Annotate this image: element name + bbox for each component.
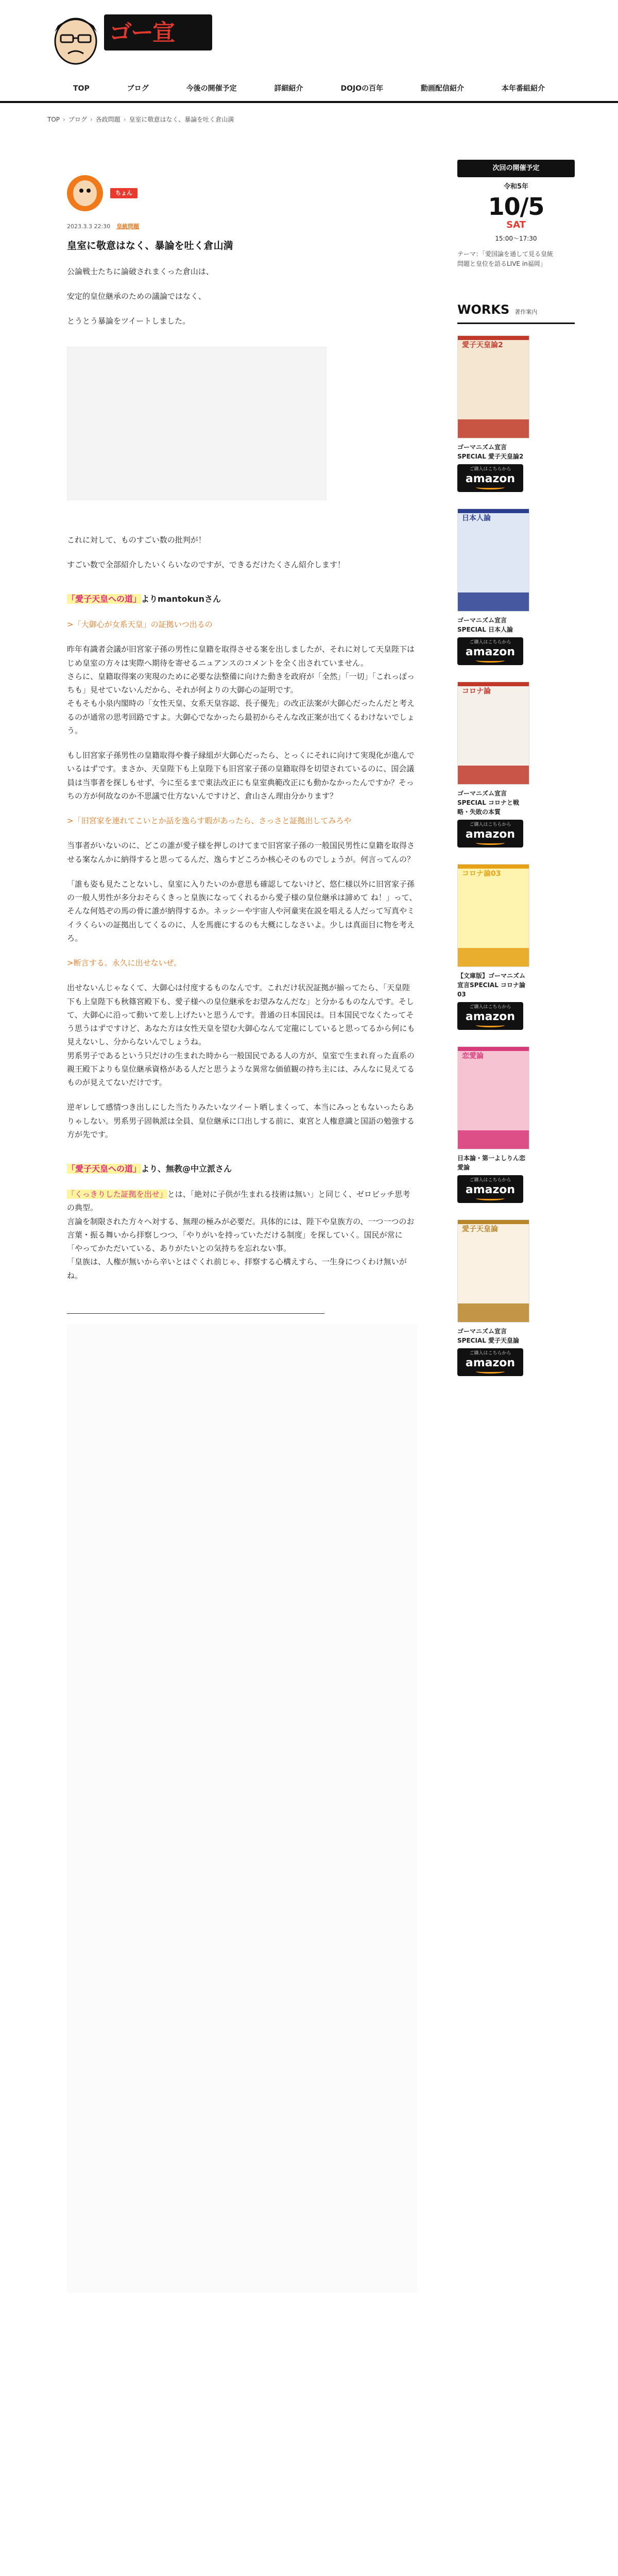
amazon-smile-icon — [476, 1023, 505, 1027]
post-meta — [67, 222, 417, 231]
embedded-tweet-image — [67, 347, 327, 500]
site-header — [0, 0, 618, 103]
works-subtitle: 著作案内 — [514, 309, 538, 316]
work-item — [457, 1219, 529, 1376]
intro-paragraph-1: 公論戦士たちに論破されまくった倉山は、 — [67, 266, 214, 276]
quote-2-highlight: 「くっきりした証拠を出せ」 — [67, 1190, 167, 1199]
quote-2-body-intro — [67, 1188, 417, 1215]
schedule-date[interactable]: 10/5 — [488, 192, 544, 221]
book-cover[interactable] — [457, 335, 529, 438]
author-avatar[interactable] — [67, 175, 103, 211]
amazon-buy-button[interactable] — [457, 464, 523, 492]
work-title[interactable]: 日本論・第一よしりん恋愛論 — [457, 1155, 526, 1172]
quote-1-body-a: 昨年有識者会議が旧宮家子孫の男性に皇籍を取得させる案を出しましたが、それに対して天皇陛下はじめ皇室の方々は実際へ期待を寄せるニュアンスのコメントを全く出されていません。 — [67, 645, 415, 668]
book-cover-title: コロナ論 — [462, 687, 491, 696]
quote-1-excerpt-2: >「旧宮家を連れてこいとか話を逸らす暇があったら、さっさと証拠出してみろや — [67, 816, 352, 825]
work-title[interactable]: ゴーマニズム宣言SPECIAL コロナと戦略・失敗の本質 — [457, 790, 520, 816]
quote-1-body-e: 当事者がいないのに、どこの誰が愛子様を押しのけてまで旧宮家子孫の一般国民男性に皇籍を取得させる案なんかに納得すると思ってるんだ、逸らすどころか核心そのものでしょうが。何言ってんの？ — [67, 841, 415, 864]
intro-paragraph-2: 安定的皇位継承のための議論ではなく、 — [67, 292, 206, 301]
post-date: 2023.3.3 22:30 — [67, 223, 111, 230]
amazon-button-caption: ご購入はこちらから — [469, 467, 511, 472]
amazon-button-caption: ご購入はこちらから — [469, 1005, 511, 1010]
quote-2-body-a: 言論を制限された方々へ対する、無理の極みが必要だ。具体的には、陛下や皇族方の、一つ一つのお言葉・振る舞いから拝察しつつ、「やりがいを持っていただける制度」を探していく。国民が常に「やってかただいている、ありがたいとの気持ちを忘れない事。 — [67, 1216, 415, 1253]
schedule-day: SAT — [506, 219, 526, 230]
book-cover-title: コロナ論03 — [462, 870, 501, 878]
quote-2-body-b: 「皇族は、人権が無いから辛いとはぐくれ前じゃ、拝察する心構えすら、一生身につくわけ無いがね。 — [67, 1257, 407, 1280]
nav-item-video[interactable]: 動画配信紹介 — [421, 84, 465, 93]
quote-2-author: 無教@中立派さん — [166, 1164, 232, 1174]
amazon-buy-button[interactable] — [457, 637, 523, 665]
article-divider — [67, 1313, 324, 1314]
quote-1-excerpt: >「大御心が女系天皇」の証拠いつ出るの — [67, 620, 213, 629]
intro-paragraph-3: とうとう暴論をツイートしました。 — [67, 316, 191, 326]
work-item — [457, 864, 529, 1030]
reaction-paragraph: これに対して、ものすごい数の批判が！ — [67, 535, 206, 545]
book-cover[interactable] — [457, 682, 529, 785]
works-title: WORKS — [457, 302, 510, 317]
amazon-smile-icon — [476, 485, 505, 489]
logo-text-b: DOJO — [109, 50, 171, 77]
author-badge[interactable]: ちょん — [110, 188, 138, 198]
quote-1-source-suffix: より — [141, 594, 158, 604]
book-cover-title: 恋愛論 — [462, 1052, 484, 1061]
quote-2-source[interactable]: 「愛子天皇への道」 — [67, 1164, 142, 1174]
work-title[interactable]: ゴーマニズム宣言SPECIAL 愛子天皇論 — [457, 1328, 520, 1345]
post-tag[interactable]: 皇統問題 — [116, 223, 140, 230]
amazon-logo-text: amazon — [465, 828, 516, 841]
amazon-buy-button[interactable] — [457, 820, 523, 848]
breadcrumb: TOP › ブログ › 各政問題 › 皇室に敬意はなく、暴論を吐く倉山満 — [47, 114, 234, 125]
reaction-paragraph-2: すごい数で全部紹介したいくらいなのですが、できるだけたくさん紹介します！ — [67, 560, 346, 569]
amazon-logo-text: amazon — [465, 1010, 516, 1024]
work-title[interactable]: ゴーマニズム宣言SPECIAL 愛子天皇論2 — [457, 444, 524, 461]
article — [67, 175, 417, 2293]
work-title[interactable]: ゴーマニズム宣言SPECIAL 日本人論 — [457, 617, 513, 634]
header-divider — [0, 101, 618, 103]
nav-item-detail[interactable]: 詳細紹介 — [274, 84, 303, 93]
book-cover[interactable] — [457, 864, 529, 967]
embedded-content-area — [67, 1324, 417, 2293]
mascot-face-icon — [47, 5, 104, 67]
works-heading — [457, 299, 575, 324]
book-cover[interactable] — [457, 509, 529, 612]
work-item — [457, 335, 529, 492]
work-item — [457, 1046, 529, 1203]
breadcrumb-current: 皇室に敬意はなく、暴論を吐く倉山満 — [129, 116, 234, 123]
book-cover-title: 愛子天皇論 — [462, 1225, 498, 1234]
book-cover-title: 愛子天皇論2 — [462, 341, 503, 350]
quote-1-body-g: 出せないんじゃなくて、大御心は付度するものなんです。これだけ状況証拠が揃ってたら、「天皇陛下も上皇陛下も秋篠宮殿下も、愛子様への皇位継承をお望みなんだな」と分かるものなんです。そして、大御心に沿って動いて差し上げたいと思うんです。普通の日本国民は。日本国民でなくたってそう思うはずですけど、あなた方は女性天皇を望む大御心なんて定龍にしていると思ってるから何にも見えないし、分からないんでしょうね。 — [67, 983, 415, 1047]
amazon-button-caption: ご購入はこちらから — [469, 1178, 511, 1183]
quote-1-body-h: 男系男子であるという只だけの生まれた時から一般国民である人の方が、皇室で生まれ育った直系の親王殿下よりも皇位継承資格がある人だと思うような異常な価値観の持ち主には、みんなに見えてるものが見えてないだけです。 — [67, 1050, 415, 1087]
amazon-logo-text: amazon — [465, 472, 516, 486]
quote-1-body-f: 「誰も姿も見たことないし、皇室に入りたいのか意思も確認してないけど、悠仁様以外に旧宮家子孫の一般人男性が多分おそらくきっと皇族になってくれるから愛子様の皇位継承は諦めて ね！」って、そんな何処ぞの馬の骨に誰が納得するか。ネッシーや宇宙人や河童実在説を唱える人だって写真やミイラくらいの証拠出してくるのに、人を馬鹿にするのも大概にしなさいよ。少しは真面目に物を考えろ。 — [67, 879, 417, 943]
book-cover-title: 日本人論 — [462, 514, 491, 523]
amazon-smile-icon — [476, 841, 505, 845]
amazon-buy-button[interactable] — [457, 1175, 523, 1203]
breadcrumb-blog[interactable]: ブログ — [68, 116, 87, 123]
amazon-smile-icon — [476, 658, 505, 663]
amazon-logo-text: amazon — [465, 1357, 516, 1370]
author-row — [67, 175, 417, 211]
quote-1-body-d: もし旧宮家子孫男性の皇籍取得や養子縁組が大御心だったら、とっくにそれに向けて実現化が進んでいるはずです。まさか、天皇陛下も上皇陛下も旧宮家子孫の皇籍取得を切望されているのに、国会議員は当事者を探しもせず、今に至るまで東法改正にも皇室典範改正にも動かなかったんですか？そっちの方が何故なのか不思議で仕方ないんですけど、倉山さん理由分かります？ — [67, 751, 415, 801]
nav-item-schedule[interactable]: 今後の開催予定 — [186, 84, 237, 93]
quote-1-body-b: さらに、皇籍取得案の実現のために必要な法整備に向けた動きを政府が「全然」「一切」「これっぽっちも」見せていないんだから、それが何よりの大御心の証明です。 — [67, 671, 415, 694]
amazon-logo-text: amazon — [465, 1183, 516, 1197]
quote-1-body-c: そもそも小泉内閣時の「女性天皇、女系天皇容認、長子優先」の改正法案が大御心だったんだと考えるのが通常の思考回路ですよ。大御心でなかったら最初からそんな改正案が出てくるわけないでしょう。 — [67, 699, 415, 735]
amazon-buy-button[interactable] — [457, 1002, 523, 1030]
main-nav — [67, 77, 551, 100]
book-cover[interactable] — [457, 1046, 529, 1149]
amazon-button-caption: ご購入はこちらから — [469, 640, 511, 646]
nav-item-blog[interactable]: ブログ — [127, 84, 149, 93]
amazon-smile-icon — [476, 1196, 505, 1200]
schedule-theme[interactable]: テーマ：「愛国論を通して見る皇統問題と皇位を語るLIVE in福岡」 — [457, 250, 554, 267]
amazon-buy-button[interactable] — [457, 1348, 523, 1376]
quote-1-author: mantokunさん — [158, 594, 221, 604]
works-list — [457, 335, 575, 1376]
quote-1-body-i: 逆ギレして感情つき出しにした当たりみたいなツイート晒しまくって、本当にみっともないったらありゃしない。男系男子固執派は全員、皇位継承に口出しする前に、東宮と人権意識と国語の勉強する方が先です。 — [67, 1103, 415, 1139]
amazon-logo-text: amazon — [465, 646, 516, 659]
quote-1-heading — [67, 592, 417, 606]
schedule-year: 令和5年 — [503, 183, 529, 191]
amazon-button-caption: ご購入はこちらから — [469, 822, 511, 828]
work-title[interactable]: 【文庫版】ゴーマニズム宣言SPECIAL コロナ論03 — [457, 972, 526, 998]
quote-2-source-suffix: より、 — [141, 1164, 166, 1174]
sidebar — [457, 160, 575, 1376]
logo-text-a: ゴー宣 — [109, 20, 174, 46]
quote-2-heading — [67, 1162, 417, 1176]
work-item — [457, 682, 529, 848]
schedule-time: 15:00〜17:30 — [495, 234, 537, 242]
amazon-button-caption: ご購入はこちらから — [469, 1351, 511, 1357]
breadcrumb-top[interactable]: TOP — [47, 116, 60, 123]
quote-2-highlight-rest: とは、「絶対に子供が生まれる技術は無い」と同じく、ゼロビッチ思考の典型。 — [67, 1190, 410, 1213]
site-logo[interactable] — [47, 5, 217, 77]
nav-item-top[interactable]: TOP — [73, 84, 90, 93]
quote-1-excerpt-3: >断言する。永久に出せないぜ。 — [67, 958, 182, 968]
quote-1-source[interactable]: 「愛子天皇への道」 — [67, 594, 142, 604]
schedule-heading: 次回の開催予定 — [457, 160, 575, 177]
work-item — [457, 509, 529, 665]
breadcrumb-category[interactable]: 各政問題 — [95, 116, 121, 123]
nav-item-program[interactable]: 本年番組紹介 — [501, 84, 545, 93]
post-title: 皇室に敬意はなく、暴論を吐く倉山満 — [67, 240, 233, 252]
book-cover[interactable] — [457, 1219, 529, 1323]
nav-item-dojo-history[interactable]: DOJOの百年 — [340, 84, 384, 93]
logo-wordmark — [104, 14, 212, 77]
amazon-smile-icon — [476, 1369, 505, 1374]
